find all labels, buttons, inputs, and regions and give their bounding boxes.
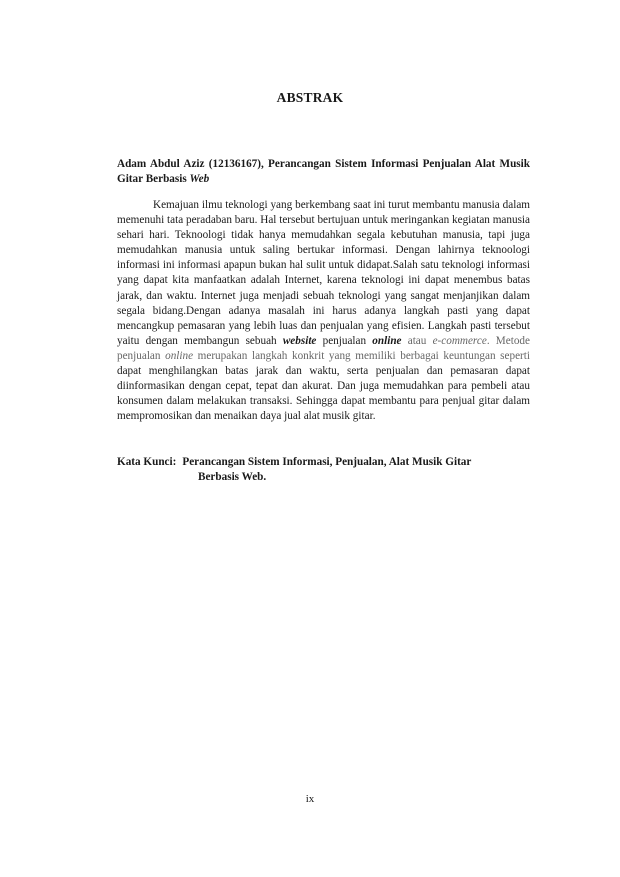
author-citation: [117, 157, 530, 187]
abstract-ecommerce-term: e-commerce: [432, 334, 487, 347]
keywords-label: Kata Kunci:: [117, 456, 177, 468]
abstract-text-1: Kemajuan ilmu teknologi yang berkembang saat ini turut membantu manusia dalam memenuhi tata peradaban baru. Hal tersebut bertujuan untuk meringankan kegiatan manusia sehari hari. Teknoologi tidak hanya memudahkan segala kebutuhan manusia, tapi juga memudahkan manusia untuk saling bertukar informasi. Dengan lahirnya teknoologi informasi ini informasi apapun bukan hal sulit untuk didapat.Salah satu teknologi informasi yang dapat kita manfaatkan adalah Internet, karena teknologi ini dapat menembus batas jarak, dan waktu. Internet juga menjadi sebuah teknologi yang sangat menjanjikan dalam segala bidang.Dengan adanya masalah ini harus adanya langkah pasti yang dapat mencangkup pemasaran yang lebih luas dan penjualan yang efisien. Langkah pasti tersebut yaitu dengan membangun sebuah: [117, 199, 530, 347]
author-citation-text: Adam Abdul Aziz (12136167), Perancangan Sistem Informasi Penjualan Alat Musik Gitar Berbasis: [117, 158, 530, 185]
abstract-online-term: online: [372, 334, 402, 347]
abstract-text-6: dapat menghilangkan batas jarak dan waktu, serta penjualan dan pemasaran dapat diinformasikan dengan cepat, tepat dan akurat. Dan juga memudahkan para pembeli atau konsumen dalam melakukan transaksi. Sehingga dapat membantu para penjual gitar dalam mempromosikan dan menaikan daya jual alat musik gitar.: [117, 365, 530, 423]
keywords-block: [117, 455, 530, 485]
abstract-text-2: penjualan: [316, 334, 373, 347]
abstract-text-3: atau: [401, 334, 433, 347]
page-title: ABSTRAK: [276, 90, 344, 105]
keywords-row: [117, 455, 530, 470]
abstract-online-term-2: online: [165, 349, 194, 362]
author-citation-web: Web: [189, 173, 210, 185]
keywords-text: Perancangan Sistem Informasi, Penjualan, Alat Musik Gitar: [182, 456, 472, 468]
abstract-paragraph: [117, 198, 530, 424]
page-number: ix: [305, 793, 315, 805]
abstract-website-term: website: [282, 334, 317, 347]
abstract-text-5: merupakan langkah konkrit yang memiliki berbagai keuntungan seperti: [193, 349, 530, 362]
abstract-text-4: . Metode penjualan: [117, 334, 530, 362]
keywords-continuation: Berbasis Web.: [198, 471, 267, 483]
